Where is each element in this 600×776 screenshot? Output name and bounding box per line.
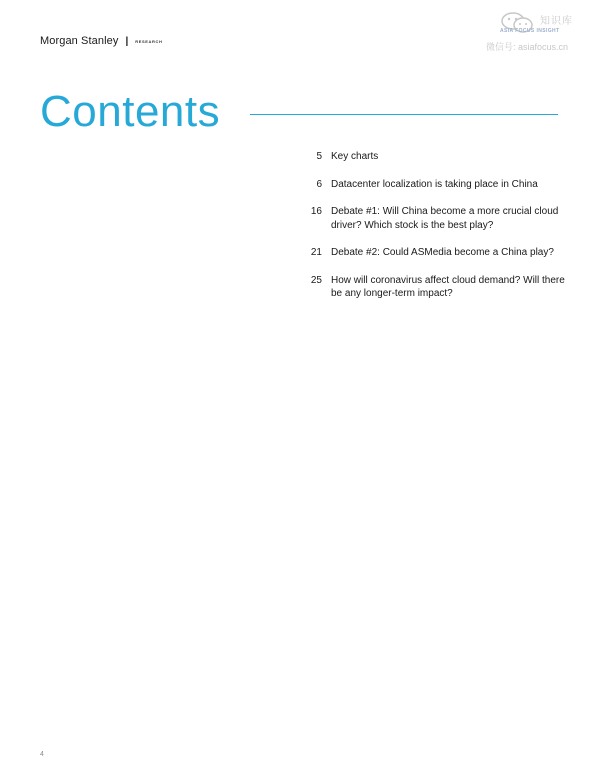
toc-page-number: 6 (316, 178, 322, 190)
watermark-title: 知识库 (540, 16, 573, 27)
title-rule (250, 114, 558, 115)
toc-page-number: 21 (310, 247, 322, 258)
toc-entry-text: Key charts (331, 151, 379, 162)
page-number: 4 (40, 751, 44, 758)
report-header (40, 35, 163, 47)
toc-entry-text: Debate #2: Could ASMedia become a China play? (331, 247, 554, 258)
toc-item[interactable] (300, 205, 570, 232)
table-of-contents (300, 150, 570, 315)
toc-entry-text: Debate #1: Will China become a more crucial cloud driver? Which stock is the best play? (331, 206, 559, 231)
watermark-brand: ASIA FOCUS INSIGHT (500, 28, 560, 34)
toc-item[interactable] (300, 178, 570, 192)
toc-item[interactable] (300, 246, 570, 260)
watermark-account: 微信号: asiafocus.cn (486, 42, 569, 52)
section-label: RESEARCH (135, 38, 163, 44)
header-divider: | (125, 35, 129, 47)
page-title: Contents (40, 87, 221, 136)
toc-page-number: 25 (310, 274, 322, 286)
toc-entry-text: Datacenter localization is taking place in China (331, 178, 538, 190)
toc-item[interactable] (300, 150, 570, 164)
watermark (486, 2, 596, 52)
brand-name: Morgan Stanley (40, 35, 119, 47)
toc-entry-text: How will coronavirus affect cloud demand? Will there be any longer-term impact? (331, 274, 565, 299)
toc-item[interactable] (300, 274, 570, 301)
toc-page-number: 5 (316, 151, 322, 162)
toc-page-number: 16 (310, 206, 322, 217)
